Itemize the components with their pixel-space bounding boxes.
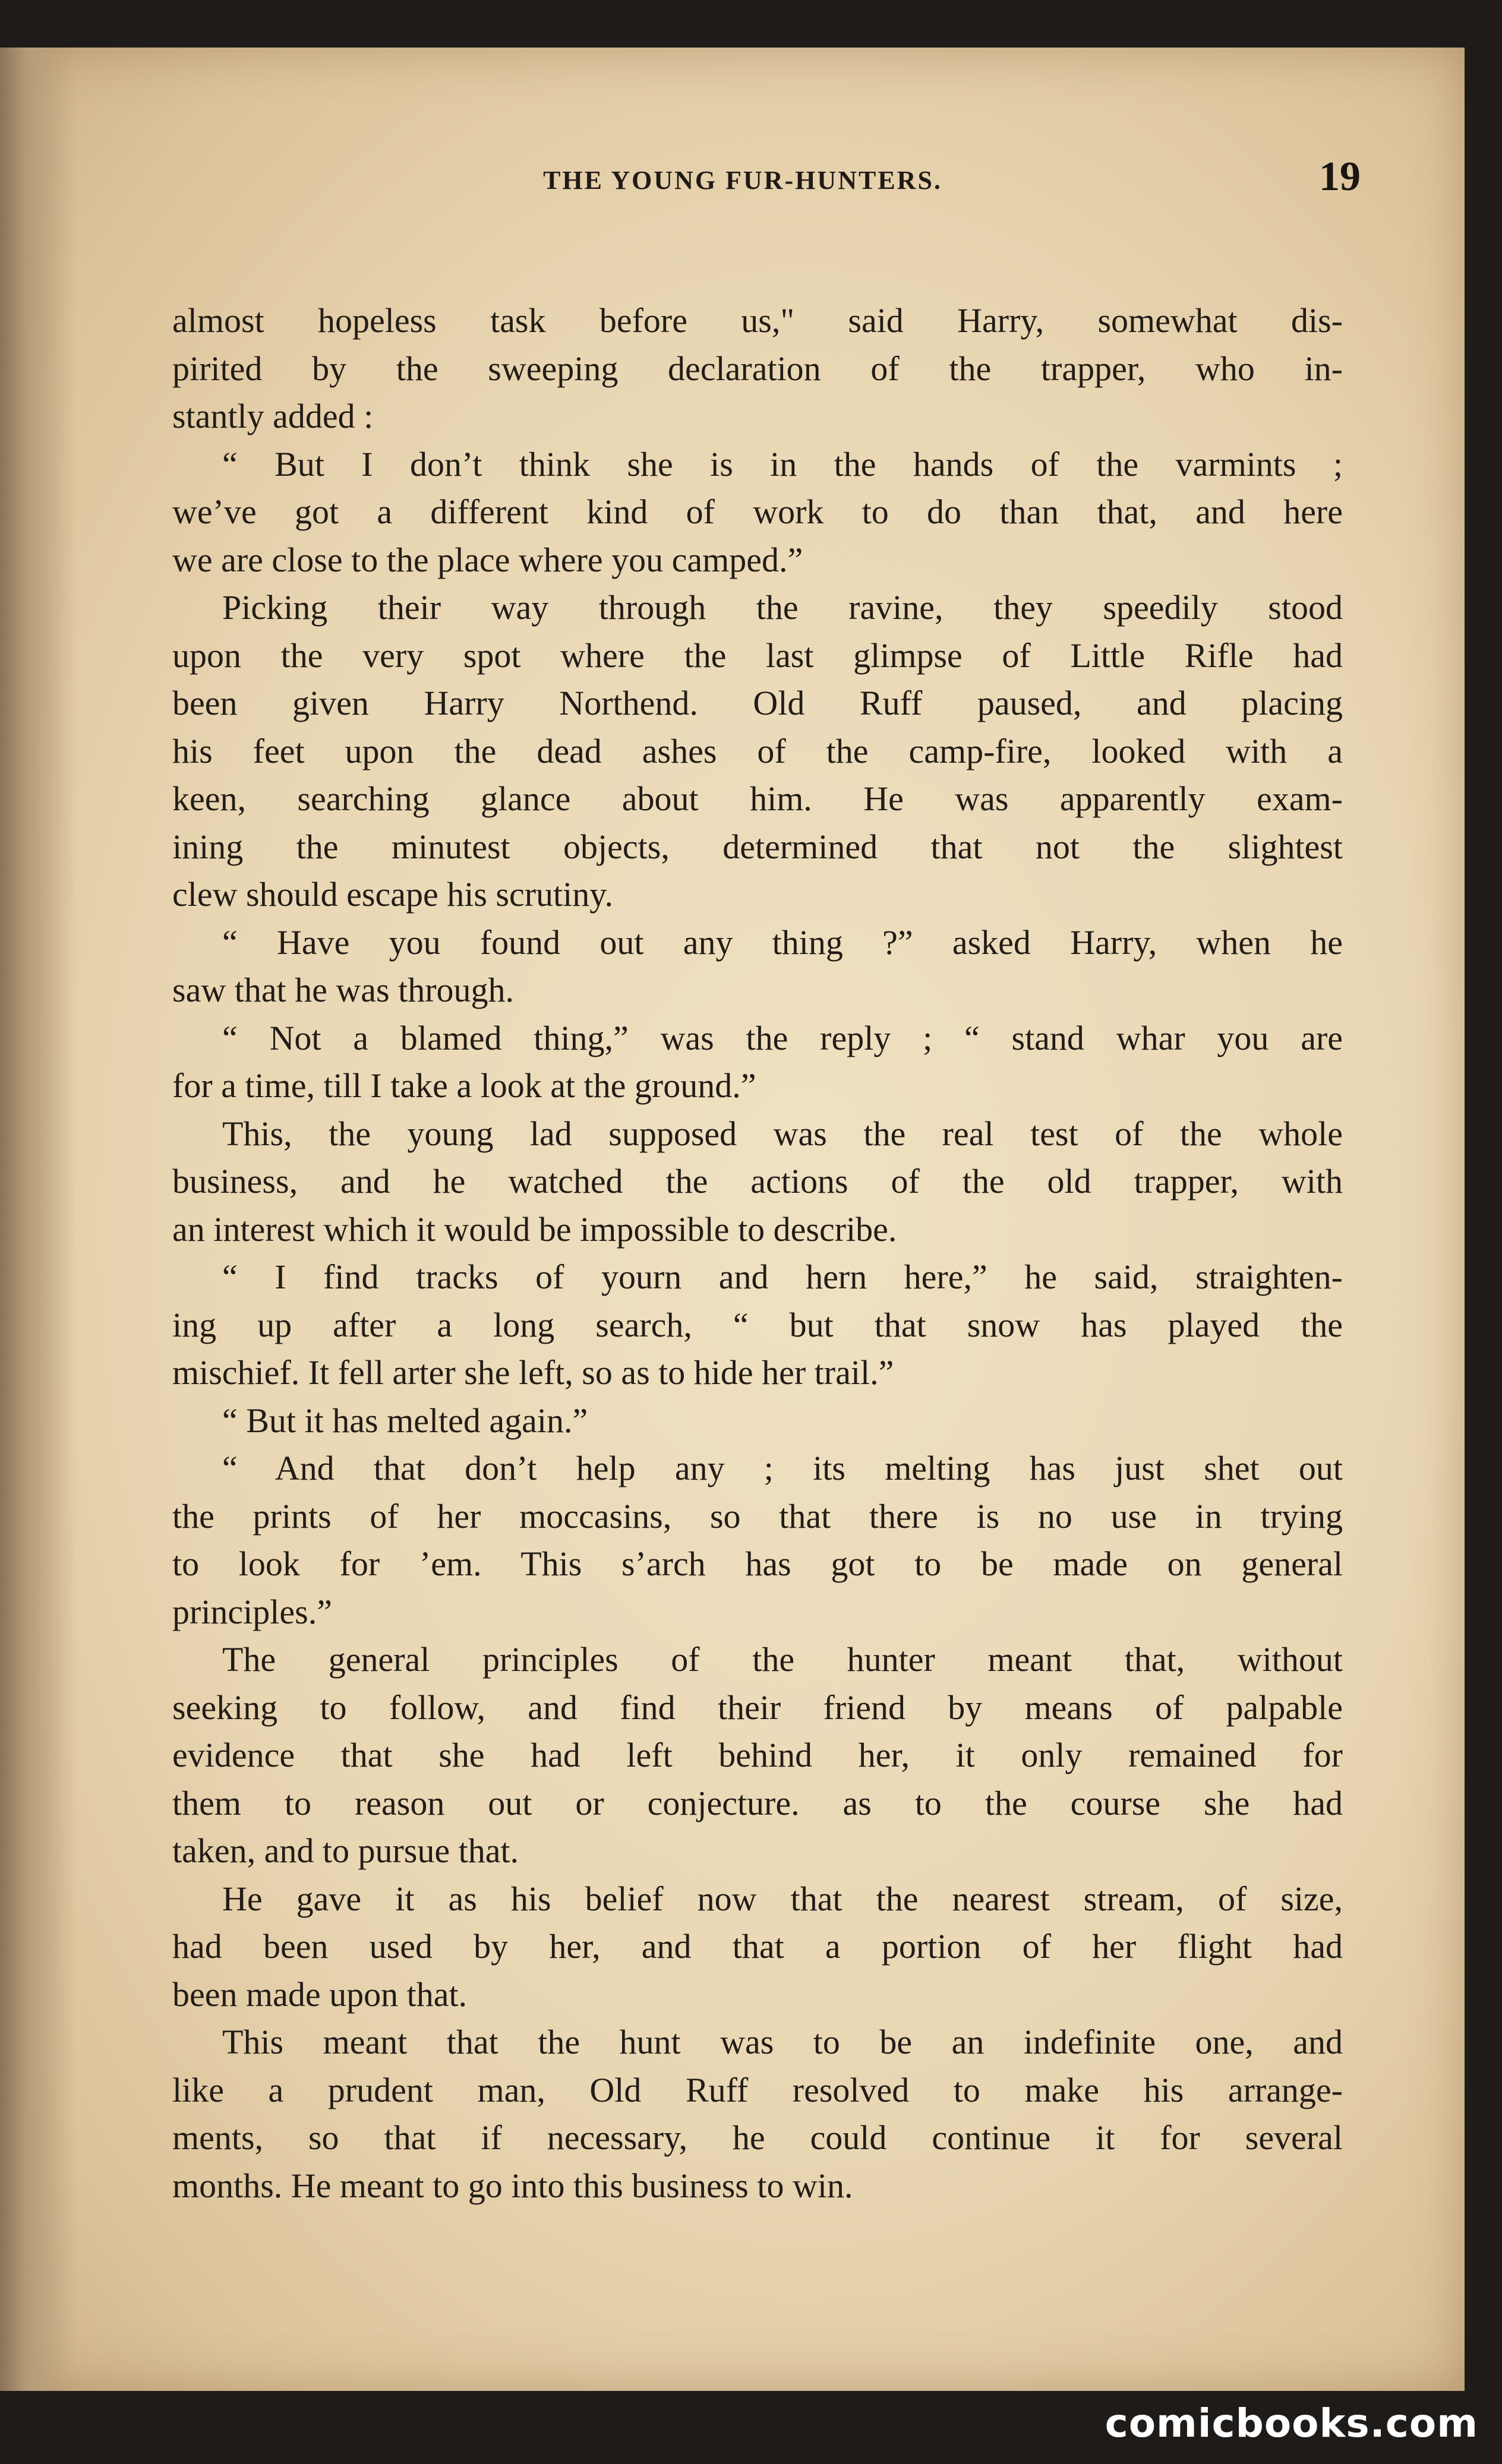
text-line: “ But I don’t think she is in the hands of the varmints ; [222, 444, 1343, 484]
text-line: saw that he was through. [172, 971, 515, 1009]
text-line: “ And that don’t help any ; its melting has just shet out [222, 1449, 1343, 1487]
text-line: This meant that the hunt was to be an indefinite one, and [222, 2023, 1343, 2061]
body-text [172, 297, 1343, 2210]
text-line: Picking their way through the ravine, they speedily stood [222, 588, 1343, 627]
text-line: pirited by the sweeping declaration of the trapper, who in- [172, 349, 1343, 388]
text-line: almost hopeless task before us," said Harry, somewhat dis- [172, 301, 1343, 340]
text-line: He gave it as his belief now that the nearest stream, of size, [222, 1879, 1343, 1918]
text-line: clew should escape his scrutiny. [172, 875, 613, 914]
text-line: them to reason out or conjecture. as to the course she had [172, 1783, 1343, 1822]
text-line: ining the minutest objects, determined that not the slightest [172, 827, 1343, 866]
text-line: for a time, till I take a look at the ground.” [172, 1066, 756, 1105]
text-line: months. He meant to go into this business to win. [172, 2166, 853, 2205]
text-line: ing up after a long search, “ but that snow has played the [172, 1305, 1343, 1344]
text-line: seeking to follow, and find their friend by means of palpable [172, 1688, 1343, 1727]
text-line: principles.” [172, 1592, 332, 1631]
text-line: business, and he watched the actions of the old trapper, with [172, 1162, 1343, 1201]
text-line: upon the very spot where the last glimpse of Little Rifle had [172, 636, 1343, 675]
text-line: ments, so that if necessary, he could continue it for several [172, 2118, 1343, 2157]
running-head: THE YOUNG FUR-HUNTERS. [543, 166, 942, 195]
text-line: mischief. It fell arter she left, so as to hide her trail.” [172, 1353, 894, 1392]
text-line: been made upon that. [172, 1975, 468, 2014]
text-line: “ Not a blamed thing,” was the reply ; “ stand whar you are [222, 1018, 1343, 1057]
text-line: This, the young lad supposed was the real test of the whole [222, 1114, 1343, 1153]
text-line: “ Have you found out any thing ?” asked Harry, when he [222, 923, 1343, 962]
text-line: like a prudent man, Old Ruff resolved to make his arrange- [172, 2070, 1343, 2109]
text-line: evidence that she had left behind her, it only remained for [172, 1736, 1343, 1774]
text-line: had been used by her, and that a portion of her flight had [172, 1927, 1343, 1966]
text-line: “ But it has melted again.” [222, 1401, 588, 1440]
text-line: taken, and to pursue that. [172, 1831, 519, 1870]
page-number: 19 [1319, 154, 1361, 200]
text-line: The general principles of the hunter meant that, without [222, 1640, 1343, 1679]
text-line: been given Harry Northend. Old Ruff paused, and placing [172, 684, 1343, 722]
text-line: the prints of her moccasins, so that there is no use in trying [172, 1496, 1343, 1536]
text-line: his feet upon the dead ashes of the camp-fire, looked with a [172, 731, 1343, 770]
text-line: an interest which it would be impossible to describe. [172, 1209, 897, 1249]
binding-shadow [0, 48, 77, 2391]
site-watermark: comicbooks.com [1105, 2400, 1478, 2446]
book-page [0, 48, 1465, 2391]
text-line: we’ve got a different kind of work to do than that, and here [172, 492, 1343, 531]
text-line: to look for ’em. This s’arch has got to be made on general [172, 1544, 1343, 1583]
text-line: “ I find tracks of yourn and hern here,” he said, straighten- [222, 1258, 1343, 1296]
text-line: we are close to the place where you camped.” [172, 540, 803, 579]
text-line: stantly added : [172, 397, 374, 435]
text-line: keen, searching glance about him. He was apparently exam- [172, 779, 1343, 818]
